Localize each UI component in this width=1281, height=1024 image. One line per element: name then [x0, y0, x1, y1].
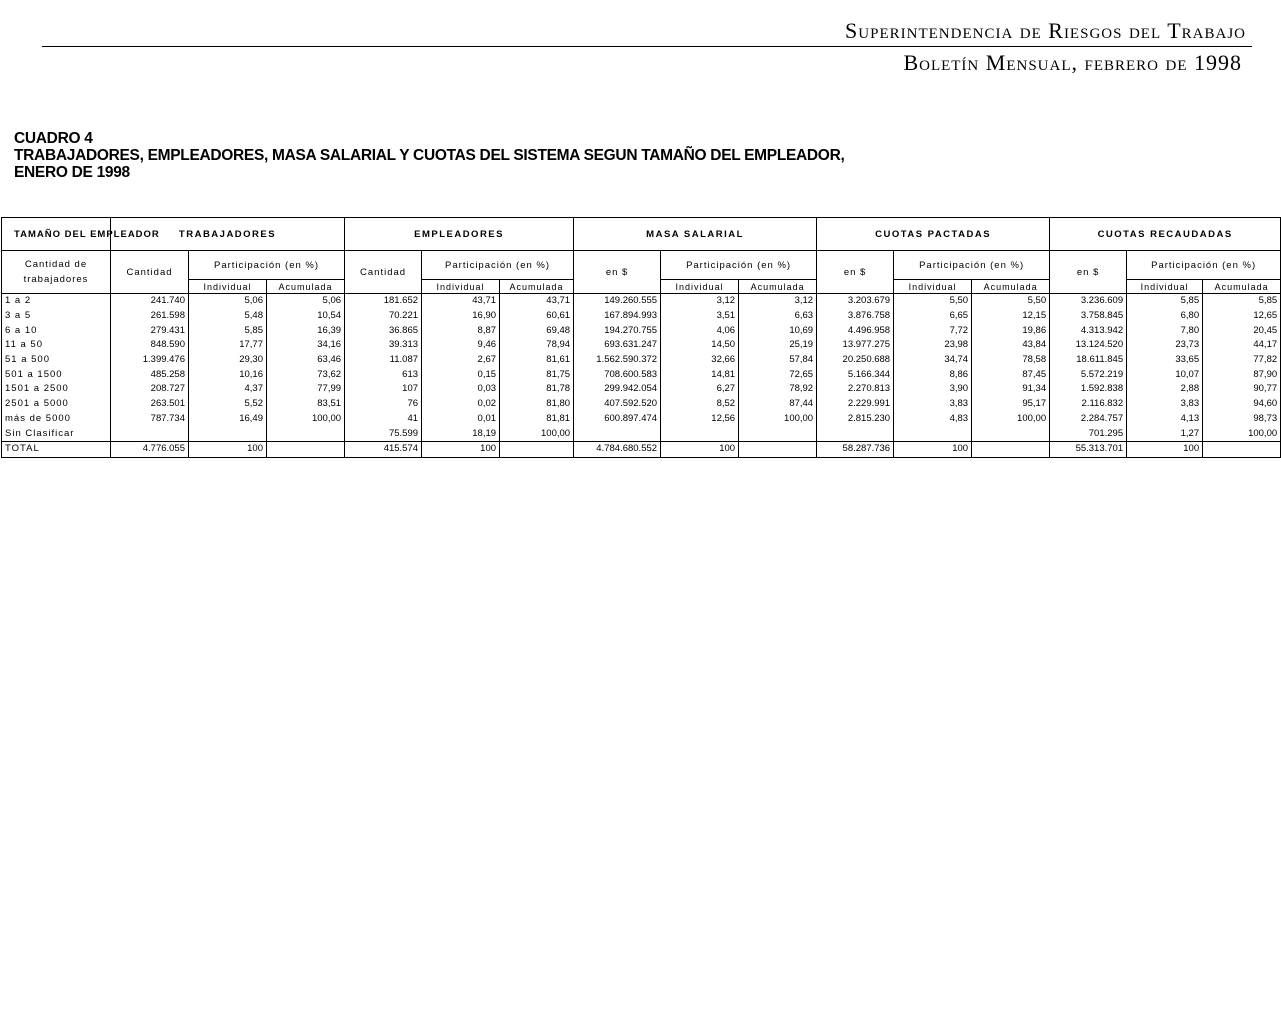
table-row — [2, 367, 1281, 382]
table-cell: 13.124.520 — [1050, 338, 1127, 353]
table-cell: 0,02 — [422, 397, 500, 412]
table-cell: 1.562.590.372 — [574, 353, 661, 368]
table-cell: 57,84 — [739, 353, 817, 368]
table-cell: 2.270.813 — [817, 382, 894, 397]
table-cell: 33,65 — [1127, 353, 1203, 368]
table-cell: 5,50 — [894, 294, 972, 309]
table-cell: 0,03 — [422, 382, 500, 397]
table-cell: 5,52 — [189, 397, 267, 412]
table-cell: 81,81 — [500, 412, 574, 427]
table-cell: 6,80 — [1127, 309, 1203, 324]
row-label: 501 a 1500 — [2, 367, 111, 382]
subheader-collected-pesos: en $ — [1050, 251, 1127, 294]
table-cell: 693.631.247 — [574, 338, 661, 353]
table-cell: 20.250.688 — [817, 353, 894, 368]
table-cell: 75.599 — [345, 426, 422, 441]
table-cell: 5.572.219 — [1050, 367, 1127, 382]
table-cell: 5,85 — [1127, 294, 1203, 309]
table-cell: 100 — [894, 441, 972, 457]
table-cell — [267, 426, 345, 441]
subheader-payroll-pesos: en $ — [574, 251, 661, 294]
subheader-employers-share: Participación (en %) — [422, 251, 574, 280]
header-payroll: MASA SALARIAL — [574, 218, 817, 251]
table-cell — [574, 426, 661, 441]
table-cell: 83,51 — [267, 397, 345, 412]
table-cell: 4.776.055 — [111, 441, 189, 457]
table-cell: 241.740 — [111, 294, 189, 309]
table-cell: 12,15 — [972, 309, 1050, 324]
table-cell: 261.598 — [111, 309, 189, 324]
subheader-agreed-pesos: en $ — [817, 251, 894, 294]
subheader-cumulative: Acumulada — [972, 280, 1050, 294]
table-cell: 3,12 — [739, 294, 817, 309]
table-cell: 787.734 — [111, 412, 189, 427]
table-cell: 6,65 — [894, 309, 972, 324]
table-cell: 5,85 — [189, 323, 267, 338]
header-size: TAMAÑO DEL EMPLEADOR — [2, 218, 111, 251]
subheader-cumulative: Acumulada — [1203, 280, 1281, 294]
table-cell: 2.229.991 — [817, 397, 894, 412]
row-label: 1 a 2 — [2, 294, 111, 309]
table-cell: 3,51 — [661, 309, 739, 324]
table-cell: 100,00 — [972, 412, 1050, 427]
subheader-workers-quantity: Cantidad — [111, 251, 189, 294]
table-cell: 485.258 — [111, 367, 189, 382]
table-number: CUADRO 4 — [14, 130, 93, 147]
table-cell: 3.203.679 — [817, 294, 894, 309]
table-cell: 77,99 — [267, 382, 345, 397]
table-cell: 87,44 — [739, 397, 817, 412]
table-cell: 81,61 — [500, 353, 574, 368]
table-cell: 16,49 — [189, 412, 267, 427]
table-cell: 0,15 — [422, 367, 500, 382]
table-cell: 72,65 — [739, 367, 817, 382]
table-row — [2, 397, 1281, 412]
table-cell: 4,83 — [894, 412, 972, 427]
table-cell: 5,85 — [1203, 294, 1281, 309]
subheader-individual: Individual — [422, 280, 500, 294]
table-cell: 11.087 — [345, 353, 422, 368]
header-collected-fees: CUOTAS RECAUDADAS — [1050, 218, 1281, 251]
table-cell: 98,73 — [1203, 412, 1281, 427]
table-cell: 2,88 — [1127, 382, 1203, 397]
subheader-individual: Individual — [189, 280, 267, 294]
subheader-cumulative: Acumulada — [739, 280, 817, 294]
table-cell: 100 — [189, 441, 267, 457]
table-cell: 63,46 — [267, 353, 345, 368]
table-row — [2, 323, 1281, 338]
table-cell — [661, 426, 739, 441]
table-cell: 4,06 — [661, 323, 739, 338]
header-agreed-fees: CUOTAS PACTADAS — [817, 218, 1050, 251]
table-title-block — [14, 130, 844, 181]
table-cell: 87,90 — [1203, 367, 1281, 382]
subheader-individual: Individual — [661, 280, 739, 294]
row-label: más de 5000 — [2, 412, 111, 427]
table-row — [2, 338, 1281, 353]
table-cell: 8,52 — [661, 397, 739, 412]
organization-name: Superintendencia de Riesgos del Trabajo — [845, 18, 1246, 43]
subheader-payroll-share: Participación (en %) — [661, 251, 817, 280]
table-cell: 18,19 — [422, 426, 500, 441]
table-cell: 0,01 — [422, 412, 500, 427]
table-cell: 58.287.736 — [817, 441, 894, 457]
table-cell: 17,77 — [189, 338, 267, 353]
table-cell: 94,60 — [1203, 397, 1281, 412]
table-cell: 14,50 — [661, 338, 739, 353]
table-cell: 848.590 — [111, 338, 189, 353]
table-cell: 708.600.583 — [574, 367, 661, 382]
table-cell: 20,45 — [1203, 323, 1281, 338]
table-cell: 29,30 — [189, 353, 267, 368]
table-cell: 8,87 — [422, 323, 500, 338]
table-cell: 2.284.757 — [1050, 412, 1127, 427]
table-cell: 3.876.758 — [817, 309, 894, 324]
table-title: TRABAJADORES, EMPLEADORES, MASA SALARIAL Y CUOTAS DEL SISTEMA SEGUN TAMAÑO DEL EMPLEADOR, — [14, 147, 845, 164]
table-cell: 76 — [345, 397, 422, 412]
table-body — [2, 294, 1281, 458]
table-cell: 12,65 — [1203, 309, 1281, 324]
table-cell: 6,27 — [661, 382, 739, 397]
table-cell — [111, 426, 189, 441]
subheader-cumulative: Acumulada — [500, 280, 574, 294]
table-cell: 9,46 — [422, 338, 500, 353]
row-label: 1501 a 2500 — [2, 382, 111, 397]
table-cell: 81,80 — [500, 397, 574, 412]
row-label: 2501 a 5000 — [2, 397, 111, 412]
header-workers: TRABAJADORES — [111, 218, 345, 251]
table-cell: 16,90 — [422, 309, 500, 324]
table-cell: 100 — [422, 441, 500, 457]
table-cell: 70.221 — [345, 309, 422, 324]
table-cell: 43,84 — [972, 338, 1050, 353]
table-cell — [500, 441, 574, 457]
table-cell: 194.270.755 — [574, 323, 661, 338]
bulletin-name: Boletín Mensual, febrero de 1998 — [903, 50, 1242, 75]
table-cell: 73,62 — [267, 367, 345, 382]
table-cell — [739, 441, 817, 457]
table-cell: 81,75 — [500, 367, 574, 382]
table-cell: 10,69 — [739, 323, 817, 338]
table-cell: 78,92 — [739, 382, 817, 397]
table-cell: 3,12 — [661, 294, 739, 309]
table-cell: 701.295 — [1050, 426, 1127, 441]
table-cell: 77,82 — [1203, 353, 1281, 368]
subheader-agreed-share: Participación (en %) — [894, 251, 1050, 280]
table-cell: 10,07 — [1127, 367, 1203, 382]
total-row — [2, 441, 1281, 457]
table-cell: 5.166.344 — [817, 367, 894, 382]
row-label: 51 a 500 — [2, 353, 111, 368]
table-cell: 100 — [661, 441, 739, 457]
table-cell: 34,16 — [267, 338, 345, 353]
table-cell: 5,06 — [189, 294, 267, 309]
table-cell: 1,27 — [1127, 426, 1203, 441]
table-cell: 1.399.476 — [111, 353, 189, 368]
table-cell: 5,48 — [189, 309, 267, 324]
table-cell: 100,00 — [500, 426, 574, 441]
table-cell: 100,00 — [739, 412, 817, 427]
table-cell: 167.894.993 — [574, 309, 661, 324]
table-cell: 32,66 — [661, 353, 739, 368]
table-cell: 279.431 — [111, 323, 189, 338]
row-label: 3 a 5 — [2, 309, 111, 324]
subheader-individual: Individual — [894, 280, 972, 294]
table-cell: 613 — [345, 367, 422, 382]
subheader-individual: Individual — [1127, 280, 1203, 294]
table-cell: 4,13 — [1127, 412, 1203, 427]
table-cell: 69,48 — [500, 323, 574, 338]
table-cell: 3.758.845 — [1050, 309, 1127, 324]
table-cell: 60,61 — [500, 309, 574, 324]
table-cell: 600.897.474 — [574, 412, 661, 427]
table-cell: 78,94 — [500, 338, 574, 353]
table-cell: 4,37 — [189, 382, 267, 397]
table-row — [2, 294, 1281, 309]
table-cell: 100,00 — [267, 412, 345, 427]
subheader-cumulative: Acumulada — [267, 280, 345, 294]
table-cell: 87,45 — [972, 367, 1050, 382]
table-cell: 39.313 — [345, 338, 422, 353]
table-cell: 7,80 — [1127, 323, 1203, 338]
subheader-workers-share: Participación (en %) — [189, 251, 345, 280]
subheader-size: Cantidad de trabajadores — [2, 251, 111, 294]
table-cell: 6,63 — [739, 309, 817, 324]
table-cell: 10,16 — [189, 367, 267, 382]
table-cell — [817, 426, 894, 441]
table-cell: 3,83 — [1127, 397, 1203, 412]
table-cell: 23,73 — [1127, 338, 1203, 353]
table-cell: 44,17 — [1203, 338, 1281, 353]
table-cell: 36.865 — [345, 323, 422, 338]
row-label: TOTAL — [2, 441, 111, 457]
table-cell: 100,00 — [1203, 426, 1281, 441]
table-cell: 91,34 — [972, 382, 1050, 397]
table-cell: 1.592.838 — [1050, 382, 1127, 397]
table-cell: 55.313.701 — [1050, 441, 1127, 457]
table-cell: 2,67 — [422, 353, 500, 368]
table-cell: 181.652 — [345, 294, 422, 309]
table-date: ENERO DE 1998 — [14, 164, 130, 181]
table-cell: 415.574 — [345, 441, 422, 457]
table-cell: 7,72 — [894, 323, 972, 338]
table-cell: 41 — [345, 412, 422, 427]
table-cell: 18.611.845 — [1050, 353, 1127, 368]
table-cell: 12,56 — [661, 412, 739, 427]
table-cell: 299.942.054 — [574, 382, 661, 397]
table-cell — [739, 426, 817, 441]
table-cell: 407.592.520 — [574, 397, 661, 412]
header-employers: EMPLEADORES — [345, 218, 574, 251]
table-cell — [972, 441, 1050, 457]
table-cell: 81,78 — [500, 382, 574, 397]
row-label: 6 a 10 — [2, 323, 111, 338]
table-cell: 43,71 — [500, 294, 574, 309]
table-row — [2, 353, 1281, 368]
table-cell: 95,17 — [972, 397, 1050, 412]
table-cell: 34,74 — [894, 353, 972, 368]
subheader-collected-share: Participación (en %) — [1127, 251, 1281, 280]
table-cell: 3,83 — [894, 397, 972, 412]
table-cell — [972, 426, 1050, 441]
table-cell: 3.236.609 — [1050, 294, 1127, 309]
table-cell: 107 — [345, 382, 422, 397]
row-label: 11 a 50 — [2, 338, 111, 353]
table-cell: 4.313.942 — [1050, 323, 1127, 338]
table-row — [2, 382, 1281, 397]
row-label: Sin Clasificar — [2, 426, 111, 441]
table-cell — [267, 441, 345, 457]
table-cell: 100 — [1127, 441, 1203, 457]
table-cell: 25,19 — [739, 338, 817, 353]
table-cell: 19,86 — [972, 323, 1050, 338]
table-cell: 263.501 — [111, 397, 189, 412]
table-cell — [189, 426, 267, 441]
table-cell: 208.727 — [111, 382, 189, 397]
table-cell: 43,71 — [422, 294, 500, 309]
table-cell: 4.496.958 — [817, 323, 894, 338]
table-cell: 3,90 — [894, 382, 972, 397]
table-cell: 13.977.275 — [817, 338, 894, 353]
table-cell: 4.784.680.552 — [574, 441, 661, 457]
table-row — [2, 412, 1281, 427]
table-cell — [1203, 441, 1281, 457]
table-cell: 149.260.555 — [574, 294, 661, 309]
table-cell: 2.116.832 — [1050, 397, 1127, 412]
table-cell — [894, 426, 972, 441]
table-cell: 2.815.230 — [817, 412, 894, 427]
table-cell: 16,39 — [267, 323, 345, 338]
table-cell: 10,54 — [267, 309, 345, 324]
table-cell: 5,50 — [972, 294, 1050, 309]
table-cell: 5,06 — [267, 294, 345, 309]
table-cell: 8,86 — [894, 367, 972, 382]
table-row — [2, 426, 1281, 441]
table-cell: 23,98 — [894, 338, 972, 353]
table-row — [2, 309, 1281, 324]
table-cell: 78,58 — [972, 353, 1050, 368]
data-table — [1, 217, 1281, 458]
table-cell: 90,77 — [1203, 382, 1281, 397]
subheader-employers-quantity: Cantidad — [345, 251, 422, 294]
header-rule — [42, 46, 1252, 47]
table-cell: 14,81 — [661, 367, 739, 382]
